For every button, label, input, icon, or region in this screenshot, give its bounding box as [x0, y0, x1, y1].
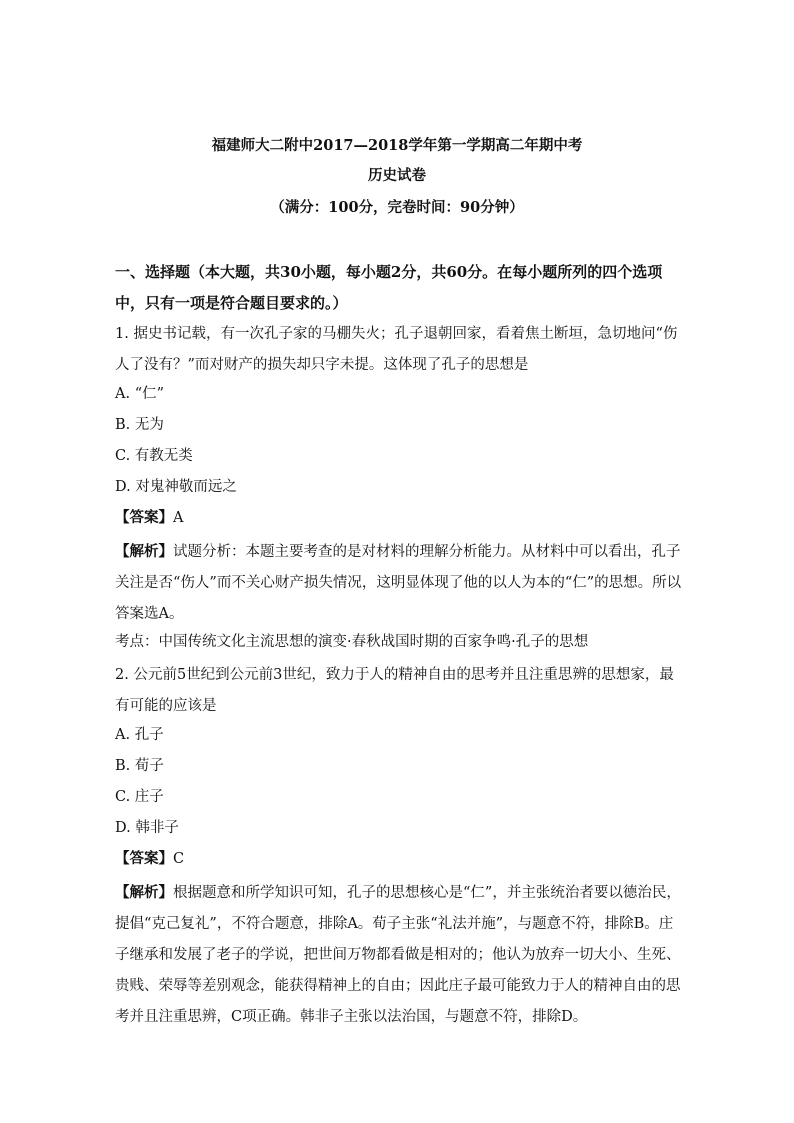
question-2-stem: 2. 公元前5世纪到公元前3世纪，致力于人的精神自由的思考并且注重思辨的思想家，最有可能的应该是: [115, 667, 674, 714]
question-2-analysis: [115, 877, 683, 1032]
question-1-stem: 1. 据史书记载，有一次孔子家的马棚失火；孔子退朝回家，看着焦土断垣，急切地问“伤人了没有？”而对财产的损失却只字未提。这体现了孔子的思想是: [115, 326, 678, 373]
question-1-option-d: D. 对鬼神敬而远之: [115, 479, 237, 495]
question-2-answer: [115, 846, 683, 877]
question-1-note: 考点：中国传统文化主流思想的演变·春秋战国时期的百家争鸣·孔子的思想: [115, 634, 589, 650]
analysis-text: 试题分析：本题主要考查的是对材料的理解分析能力。从材料中可以看出，孔子关注是否“伤人”而不关心财产损失情况，这明显体现了他的以人为本的“仁”的思想。所以答案选A。: [115, 544, 682, 622]
answer-tag: 【答案】: [115, 509, 173, 526]
question-2-option-c: C. 庄子: [115, 789, 164, 805]
analysis-text: 根据题意和所学知识可知，孔子的思想核心是“仁”，并主张统治者要以德治民，提倡“克己复礼”，不符合题意，排除A。荀子主张“礼法并施”，与题意不符，排除B。庄子继承和发展了老子的学说，把世间万物都看做是相对的；他认为放弃一切大小、生死、贵贱、荣辱等差别观念，能获得精神上的自由；因此庄子最可能致力于人的精神自由的思考并且注重思辨，C项正确。韩非子主张以法治国，与题意不符，排除D。: [115, 885, 681, 1025]
answer-value: A: [173, 510, 184, 526]
subject-title: 历史试卷: [368, 167, 426, 184]
question-1-analysis: [115, 536, 683, 629]
question-1-option-c: C. 有教无类: [115, 448, 193, 464]
answer-tag: 【答案】: [115, 850, 173, 867]
document-title: 福建师大二附中2017—2018学年第一学期高二年期中考: [211, 137, 583, 154]
exam-content: [115, 257, 683, 1032]
section-title: 一、选择题（本大题，共30小题，每小题2分，共60分。在每小题所列的四个选项中，只有一项是符合题目要求的。）: [115, 263, 663, 312]
question-1-option-b: B. 无为: [115, 417, 164, 433]
exam-info: （满分：100分，完卷时间：90分钟）: [270, 199, 524, 216]
question-1-answer: [115, 505, 683, 536]
analysis-tag: 【解析】: [115, 543, 173, 560]
question-2-option-b: B. 荀子: [115, 758, 164, 774]
question-1-option-a: A. “仁”: [115, 386, 165, 402]
question-2-option-d: D. 韩非子: [115, 820, 179, 836]
analysis-tag: 【解析】: [115, 884, 173, 901]
answer-value: C: [173, 851, 185, 867]
question-2-option-a: A. 孔子: [115, 727, 164, 743]
